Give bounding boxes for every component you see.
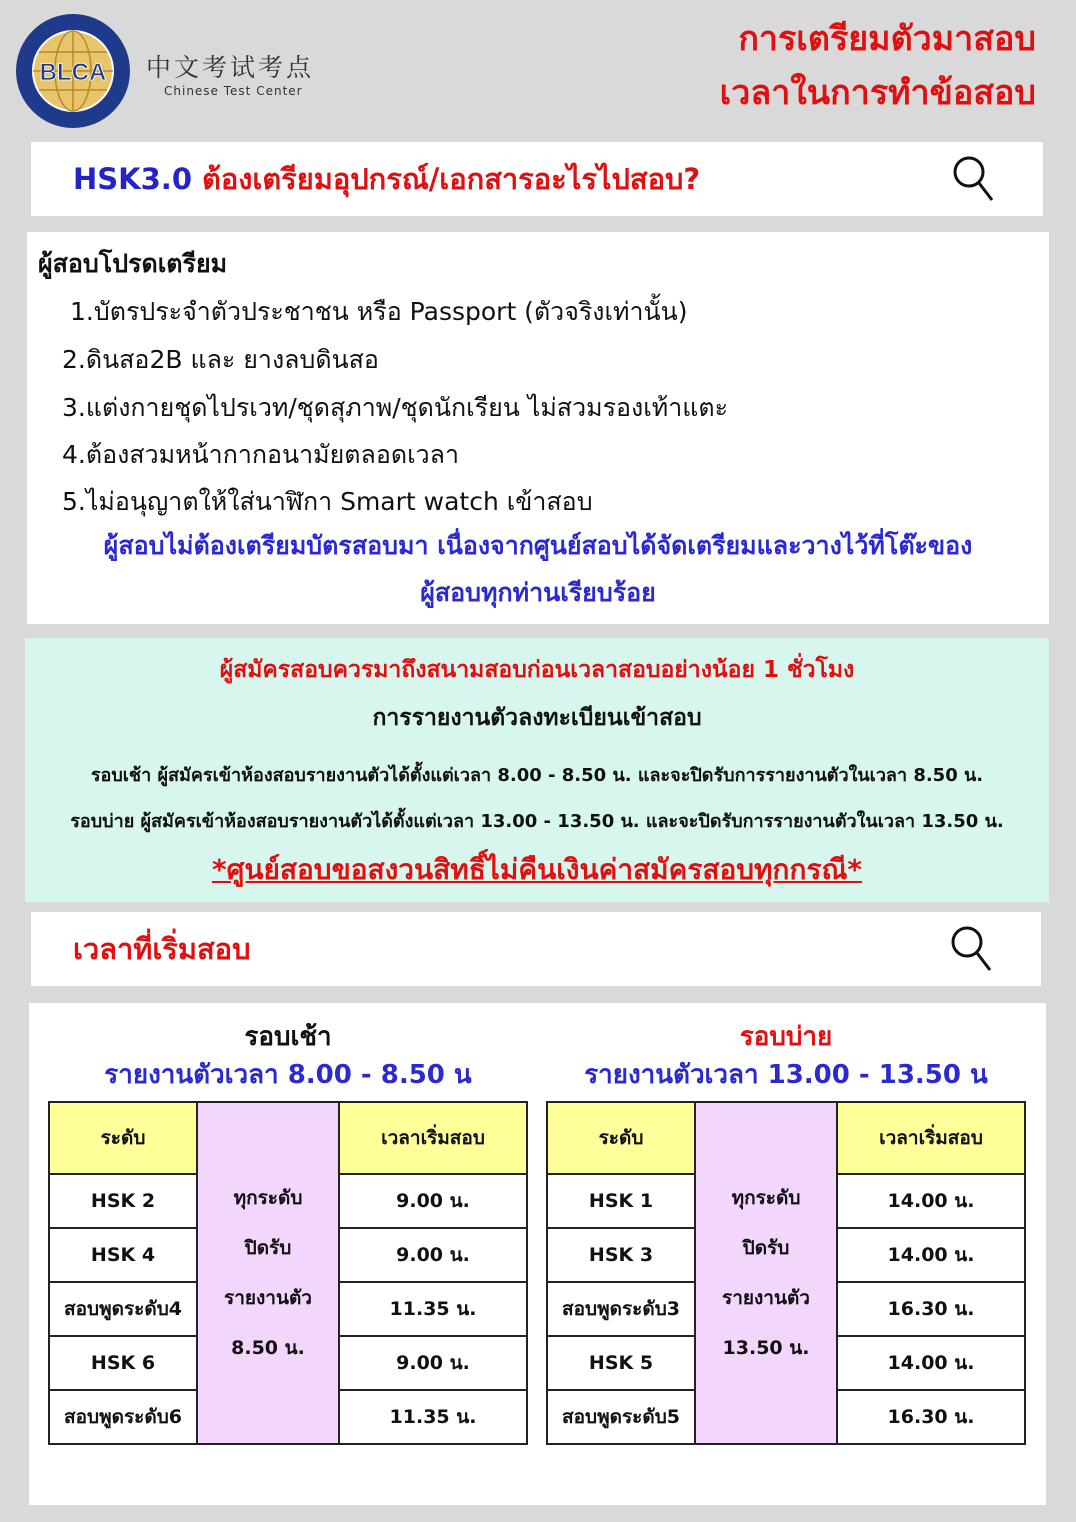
center-en-label: Chinese Test Center (164, 84, 303, 98)
arrive-warning: ผู้สมัครสอบควรมาถึงสนามสอบก่อนเวลาสอบอย่างน้อย 1 ชั่วโมง (219, 657, 855, 683)
merged-line: รายงานตัว (224, 1287, 312, 1309)
morning-subtitle: รายงานตัวเวลา 8.00 - 8.50 น (104, 1060, 472, 1090)
afternoon-subtitle: รายงานตัวเวลา 13.00 - 13.50 น (584, 1060, 988, 1090)
title-line-2: เวลาในการทำข้อสอบ (719, 73, 1036, 113)
time-cell: 9.00 น. (339, 1228, 527, 1282)
level-cell: HSK 3 (547, 1228, 695, 1282)
morning-registration: รอบเช้า ผู้สมัครเข้าห้องสอบรายงานตัวได้ตั้งแต่เวลา 8.00 - 8.50 น. และจะปิดรับการรายงานตัวในเวลา 8.50 น. (90, 765, 984, 786)
level-cell: สอบพูดระดับ6 (49, 1390, 197, 1444)
time-cell: 16.30 น. (837, 1390, 1025, 1444)
merged-close-cell (197, 1102, 339, 1444)
afternoon-registration: รอบบ่าย ผู้สมัครเข้าห้องสอบรายงานตัวได้ตั้งแต่เวลา 13.00 - 13.50 น. และจะปิดรับการรายงานตัวในเวลา 13.50 น. (70, 811, 1004, 832)
afternoon-schedule-table (546, 1101, 1026, 1445)
level-cell: HSK 2 (49, 1174, 197, 1228)
afternoon-title: รอบบ่าย (739, 1022, 833, 1052)
merged-line: รายงานตัว (722, 1287, 810, 1309)
prepare-note-line-1: ผู้สอบไม่ต้องเตรียมบัตรสอบมา เนื่องจากศูนย์สอบได้จัดเตรียมและวางไว้ที่โต๊ะของ (103, 531, 973, 560)
time-cell: 11.35 น. (339, 1390, 527, 1444)
search-icon[interactable] (952, 155, 996, 203)
level-cell: HSK 5 (547, 1336, 695, 1390)
table-header-time: เวลาเริ่มสอบ (837, 1102, 1025, 1174)
prepare-item: 5.ไม่อนุญาตให้ใส่นาฬิกา Smart watch เข้าสอบ (62, 487, 593, 516)
level-cell: HSK 4 (49, 1228, 197, 1282)
page-title (720, 12, 1036, 120)
morning-schedule-table (48, 1101, 528, 1445)
logo (14, 8, 314, 128)
time-cell: 9.00 น. (339, 1174, 527, 1228)
merged-line: ปิดรับ (742, 1237, 790, 1259)
prepare-item: 3.แต่งกายชุดไปรเวท/ชุดสุภาพ/ชุดนักเรียน ไม่สวมรองเท้าแตะ (62, 393, 729, 422)
center-cn-label: 中文考试考点 (146, 53, 315, 82)
merged-close-cell (695, 1102, 837, 1444)
search-icon[interactable] (950, 925, 994, 973)
merged-line: 13.50 น. (722, 1337, 810, 1359)
table-header-level: ระดับ (547, 1102, 695, 1174)
merged-line: ทุกระดับ (731, 1187, 801, 1209)
section-title: ต้องเตรียมอุปกรณ์/เอกสารอะไรไปสอบ? (202, 162, 701, 196)
level-cell: สอบพูดระดับ3 (547, 1282, 695, 1336)
prepare-item: 4.ต้องสวมหน้ากากอนามัยตลอดเวลา (62, 440, 460, 469)
level-cell: HSK 1 (547, 1174, 695, 1228)
refund-notice: *ศูนย์สอบขอสงวนสิทธิ์ไม่คืนเงินค่าสมัครสอบทุกกรณี* (211, 853, 863, 886)
merged-line: ปิดรับ (244, 1237, 292, 1259)
prepare-item: 1.บัตรประจำตัวประชาชน หรือ Passport (ตัวจริงเท่านั้น) (70, 297, 688, 326)
morning-title: รอบเช้า (244, 1022, 332, 1052)
table-header-time: เวลาเริ่มสอบ (339, 1102, 527, 1174)
time-cell: 9.00 น. (339, 1336, 527, 1390)
level-cell: สอบพูดระดับ5 (547, 1390, 695, 1444)
time-cell: 14.00 น. (837, 1336, 1025, 1390)
time-cell: 14.00 น. (837, 1174, 1025, 1228)
level-cell: สอบพูดระดับ4 (49, 1282, 197, 1336)
blca-logo-icon (14, 12, 132, 130)
svg-text:BLCA: BLCA (39, 59, 107, 86)
table-header-level: ระดับ (49, 1102, 197, 1174)
time-cell: 16.30 น. (837, 1282, 1025, 1336)
merged-line: 8.50 น. (231, 1337, 305, 1359)
registration-title: การรายงานตัวลงทะเบียนเข้าสอบ (372, 705, 702, 731)
title-line-1: การเตรียมตัวมาสอบ (738, 19, 1036, 59)
section-prefix: HSK3.0 (73, 162, 193, 196)
time-cell: 11.35 น. (339, 1282, 527, 1336)
section-bar-prepare (31, 142, 1043, 216)
level-cell: HSK 6 (49, 1336, 197, 1390)
prepare-item: 2.ดินสอ2B และ ยางลบดินสอ (62, 345, 379, 374)
prepare-note-line-2: ผู้สอบทุกท่านเรียบร้อย (420, 578, 656, 607)
time-cell: 14.00 น. (837, 1228, 1025, 1282)
section-bar-start-time (31, 912, 1041, 986)
prepare-heading: ผู้สอบโปรดเตรียม (38, 249, 228, 278)
merged-line: ทุกระดับ (233, 1187, 303, 1209)
section-title: เวลาที่เริ่มสอบ (73, 932, 251, 966)
notice-panel (25, 638, 1049, 902)
